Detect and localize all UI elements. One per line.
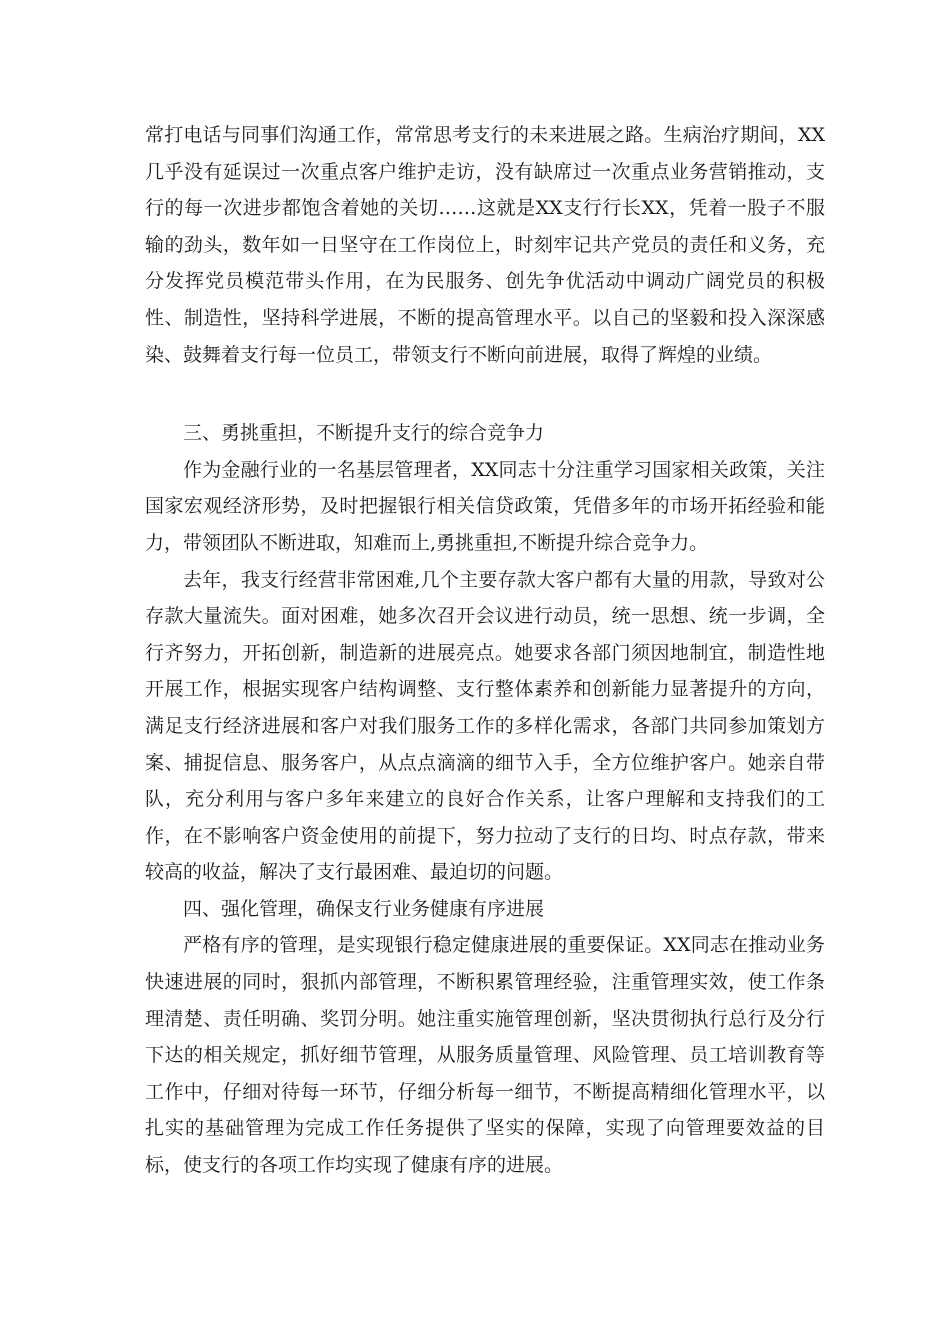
paragraph: 作为金融行业的一名基层管理者，XX同志十分注重学习国家相关政策，关注国家宏观经济形势，及时把握银行相关信贷政策，凭借多年的市场开拓经验和能力，带领团队不断进取，知难而上,勇挑重担,不断提升综合竞争力。 (145, 458, 825, 554)
section-heading-3: 三、勇挑重担，不断提升支行的综合竞争力 (183, 422, 545, 445)
paragraph-continuation: 常打电话与同事们沟通工作，常常思考支行的未来进展之路。生病治疗期间，XX几乎没有延误过一次重点客户维护走访，没有缺席过一次重点业务营销推动，支行的每一次进步都饱含着她的关切……这就是XX支行行长XX，凭着一股子不服输的劲头，数年如一日坚守在工作岗位上，时刻牢记共产党员的责任和义务，充分发挥党员模范带头作用，在为民服务、创先争优活动中调动广阔党员的积极性、制造性，坚持科学进展，不断的提高管理水平。以自己的坚毅和投入深深感染、鼓舞着支行每一位员工，带领支行不断向前进展，取得了辉煌的业绩。 (145, 124, 825, 366)
paragraph: 严格有序的管理，是实现银行稳定健康进展的重要保证。XX同志在推动业务快速进展的同时，狠抓内部管理，不断积累管理经验，注重管理实效，使工作条理清楚、责任明确、奖罚分明。她注重实施管理创新，坚决贯彻执行总行及分行下达的相关规定，抓好细节管理，从服务质量管理、风险管理、员工培训教育等工作中，仔细对待每一环节，仔细分析每一细节，不断提高精细化管理水平，以扎实的基础管理为完成工作任务提供了坚实的保障，实现了向管理要效益的目标，使支行的各项工作均实现了健康有序的进展。 (145, 934, 825, 1177)
section-heading-4: 四、强化管理，确保支行业务健康有序进展 (183, 897, 545, 920)
paragraph: 去年，我支行经营非常困难,几个主要存款大客户都有大量的用款，导致对公存款大量流失。面对困难，她多次召开会议进行动员，统一思想、统一步调，全行齐努力，开拓创新，制造新的进展亮点。她要求各部门须因地制宜，制造性地开展工作，根据实现客户结构调整、支行整体素养和创新能力显著提升的方向，满足支行经济进展和客户对我们服务工作的多样化需求，各部门共同参加策划方案、捕捉信息、服务客户，从点点滴滴的细节入手，全方位维护客户。她亲自带队，充分利用与客户多年来建立的良好合作关系，让客户理解和支持我们的工作，在不影响客户资金使用的前提下，努力拉动了支行的日均、时点存款，带来较高的收益，解决了支行最困难、最迫切的问题。 (145, 568, 825, 884)
document-body (145, 117, 825, 1184)
